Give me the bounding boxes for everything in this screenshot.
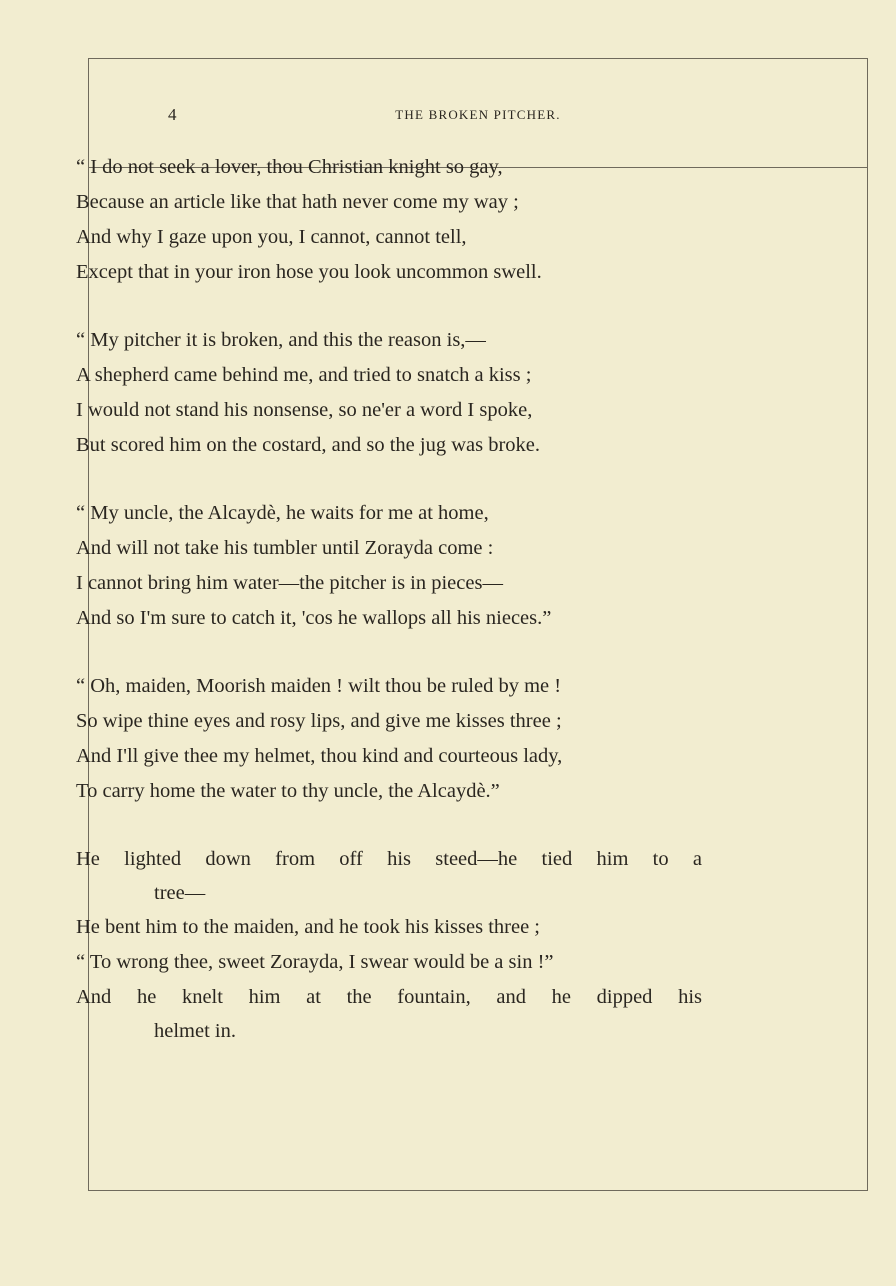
- stanza-1: [76, 150, 716, 290]
- poem-body: [76, 150, 716, 1081]
- stanza-line: “ I do not seek a lover, thou Christian knight so gay,: [76, 156, 503, 178]
- stanza-line: He bent him to the maiden, and he took his kisses three ;: [76, 916, 541, 938]
- stanza-4: [76, 669, 716, 809]
- stanza-line: Because an article like that hath never come my way ;: [76, 191, 519, 213]
- running-title: THE BROKEN PITCHER.: [395, 107, 561, 122]
- stanza-line: And why I gaze upon you, I cannot, cannot tell,: [76, 226, 467, 248]
- stanza-line: And I'll give thee my helmet, thou kind and courteous lady,: [76, 745, 563, 767]
- stanza-line: He lighted down from off his steed—he tied him to a: [76, 848, 702, 870]
- stanza-line: “ My pitcher it is broken, and this the reason is,—: [76, 329, 486, 351]
- stanza-line: And so I'm sure to catch it, 'cos he wallops all his nieces.”: [76, 607, 552, 629]
- stanza-5: [76, 842, 716, 1048]
- stanza-line: To carry home the water to thy uncle, the Alcaydè.”: [76, 780, 500, 802]
- stanza-line: And will not take his tumbler until Zorayda come :: [76, 537, 494, 559]
- page-number: 4: [168, 105, 177, 124]
- stanza-line: “ To wrong thee, sweet Zorayda, I swear would be a sin !”: [76, 951, 554, 973]
- stanza-line: I would not stand his nonsense, so ne'er a word I spoke,: [76, 399, 533, 421]
- stanza-line-continuation: tree—: [154, 882, 206, 904]
- stanza-line: A shepherd came behind me, and tried to snatch a kiss ;: [76, 364, 532, 386]
- stanza-line: And he knelt him at the fountain, and he dipped his: [76, 986, 702, 1008]
- stanza-line: So wipe thine eyes and rosy lips, and give me kisses three ;: [76, 710, 562, 732]
- stanza-line: I cannot bring him water—the pitcher is in pieces—: [76, 572, 503, 594]
- stanza-2: [76, 323, 716, 463]
- stanza-line: “ My uncle, the Alcaydè, he waits for me at home,: [76, 502, 489, 524]
- stanza-line: Except that in your iron hose you look uncommon swell.: [76, 261, 542, 283]
- stanza-line: “ Oh, maiden, Moorish maiden ! wilt thou be ruled by me !: [76, 675, 562, 697]
- stanza-line: But scored him on the costard, and so the jug was broke.: [76, 434, 541, 456]
- stanza-line-continuation: helmet in.: [154, 1020, 236, 1042]
- stanza-3: [76, 496, 716, 636]
